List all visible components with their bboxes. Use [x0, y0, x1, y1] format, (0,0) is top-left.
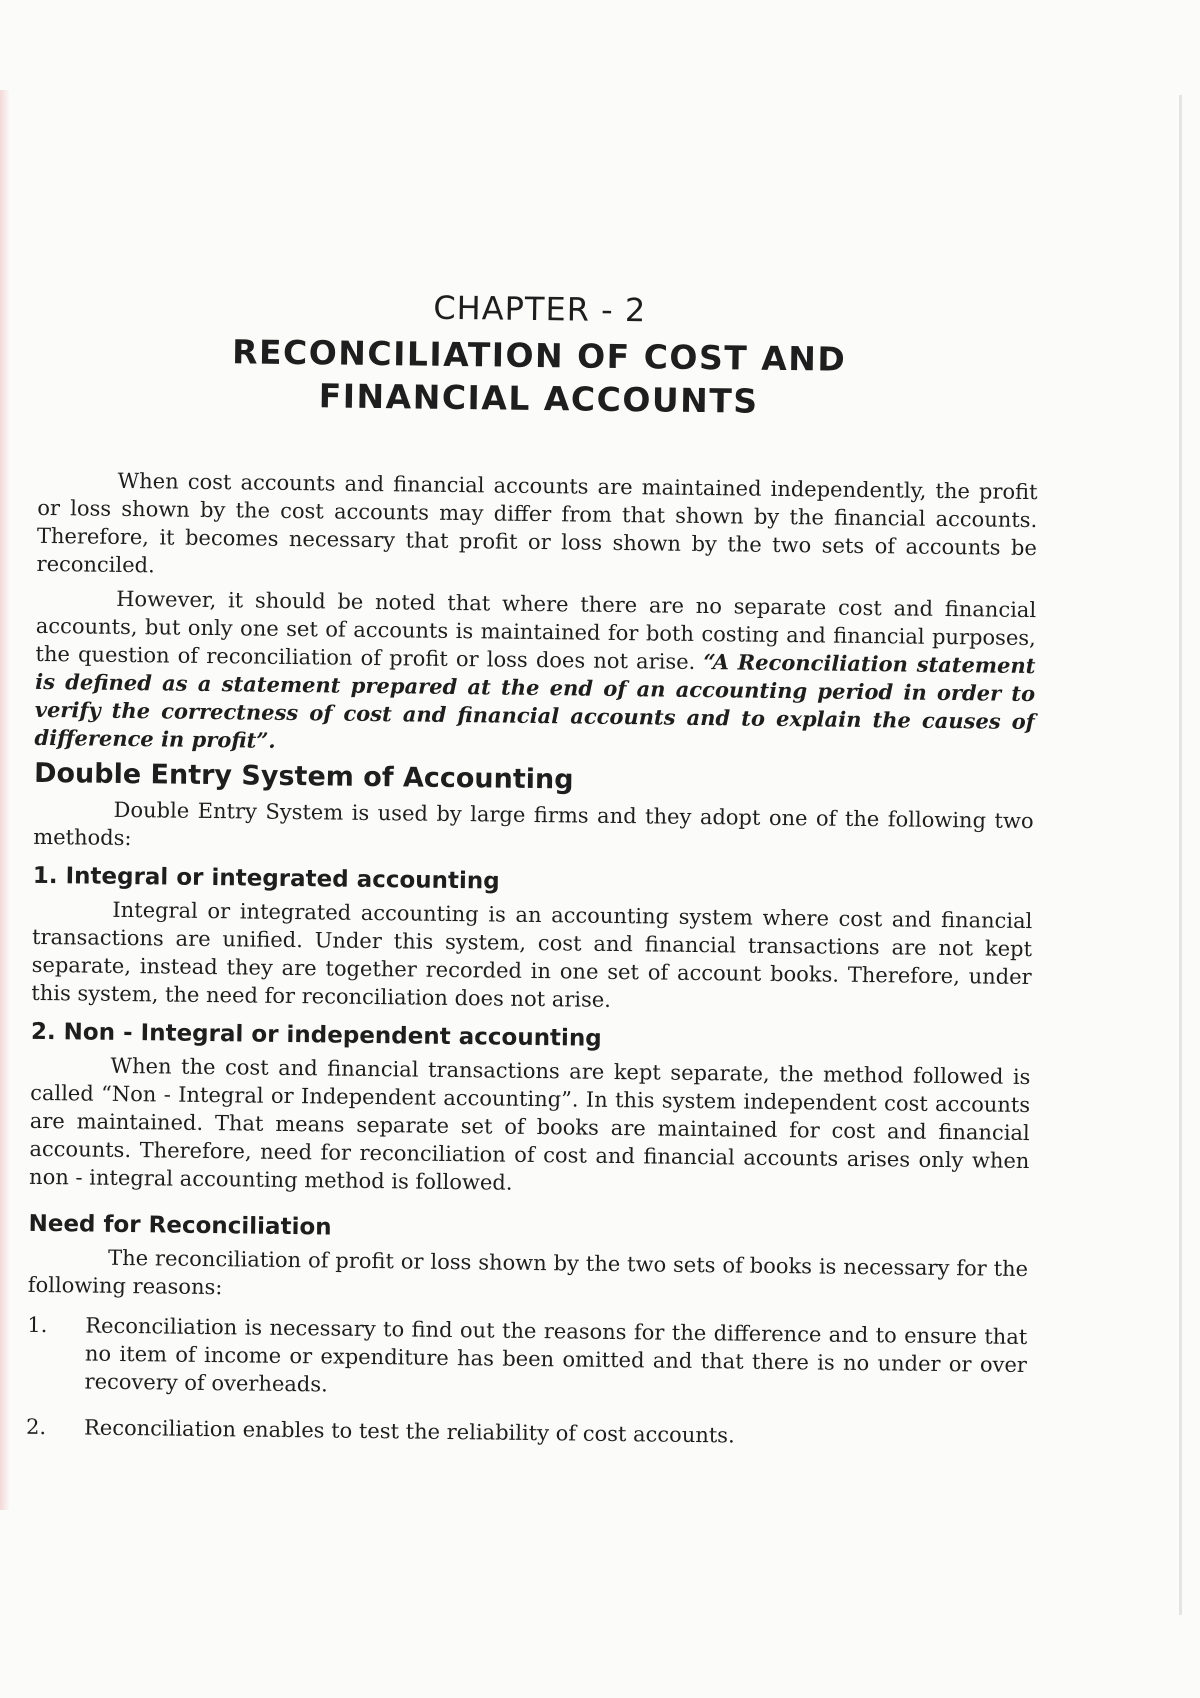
- reconciliation-definition: “A Reconciliation statement is defined as a statement prepared at the end of an accounting period in order to verify the correctness of cost and financial accounts and to explain the causes of difference in profit”.: [34, 649, 1036, 753]
- list-item-text: Reconciliation is necessary to find out the reasons for the difference and to ensure that no item of income or expenditure has been omitted and that there is no under or over recovery of overheads.: [84, 1313, 1028, 1397]
- non-integral-paragraph: When the cost and financial transactions are kept separate, the method followed is called “Non - Integral or Independent accounting”. In this system independent cost accounts are maintained. That means separate set of books are maintained for cost and financial accounts. Therefore, need for reconciliation of cost and financial accounts arises only when non - integral accounting method is followed.: [28, 1053, 1031, 1195]
- list-item: [26, 1311, 1027, 1407]
- double-entry-paragraph: Double Entry System is used by large firms and they adopt one of the following two methods:: [33, 797, 1034, 851]
- list-item: [26, 1413, 1026, 1453]
- need-heading: Need for Reconciliation: [28, 1210, 332, 1241]
- integral-heading: 1. Integral or integrated accounting: [32, 862, 500, 895]
- intro-paragraph-2-text: However, it should be noted that where there are no separate cost and financial accounts, but only one set of accounts is maintained for both costing and financial purposes, the question of reconciliation of profit or loss does not arise.: [35, 586, 1037, 675]
- chapter-title: RECONCILIATION OF COST AND FINANCIAL ACCOUNTS: [231, 332, 847, 421]
- reasons-list: [26, 1311, 1028, 1453]
- integral-paragraph: Integral or integrated accounting is an accounting system where cost and financial transactions are unified. Under this system, cost and financial transactions are not kept separate, instead they are together recorded in one set of account books. Therefore, under this system, the need for reconciliation does not arise.: [31, 897, 1033, 1012]
- list-item-text: Reconciliation enables to test the reliability of cost accounts.: [83, 1415, 735, 1448]
- intro-paragraph-1: When cost accounts and financial accounts are maintained independently, the profit or loss shown by the cost accounts may differ from that shown by the financial accounts. Therefore, it becomes necessary that profit or loss shown by the two sets of accounts be reconciled.: [36, 468, 1038, 578]
- double-entry-heading: Double Entry System of Accounting: [33, 757, 574, 796]
- page-left-edge-shadow: [0, 90, 10, 1510]
- intro-paragraph-2: [34, 584, 1036, 764]
- need-paragraph: The reconciliation of profit or loss shown by the two sets of books is necessary for the following reasons:: [27, 1245, 1029, 1300]
- non-integral-heading: 2. Non - Integral or independent accounting: [30, 1018, 602, 1052]
- list-item-number: 1.: [27, 1312, 48, 1338]
- page-content: [26, 284, 1040, 1471]
- page-right-edge-shadow: [1179, 95, 1182, 1615]
- list-item-number: 2.: [25, 1414, 47, 1440]
- chapter-label: CHAPTER - 2: [433, 288, 647, 330]
